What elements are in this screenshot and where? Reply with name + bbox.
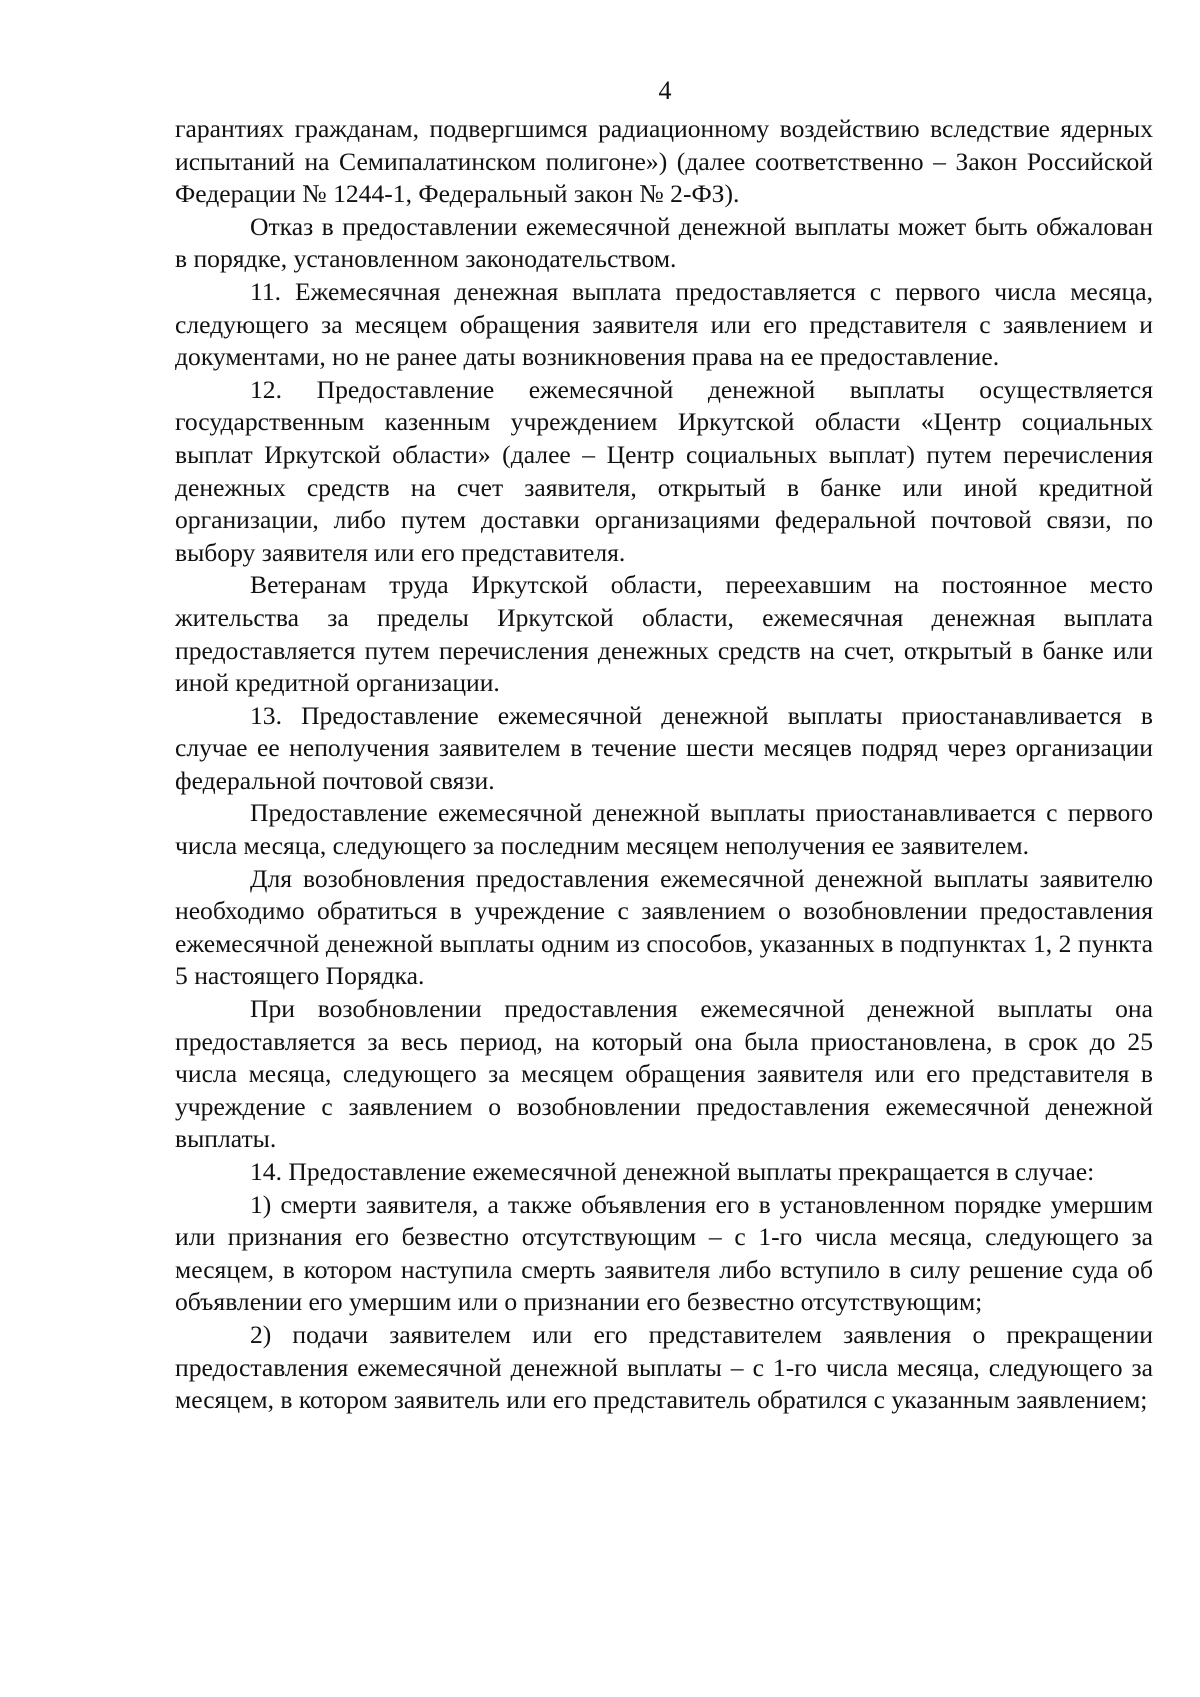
paragraph-item-13: 13. Предоставление ежемесячной денежной выплаты приостанавливается в случае ее неполучения заявителем в течение шести месяцев подряд через организации федеральной почтовой связи. [175,700,1153,795]
paragraph: При возобновлении предоставления ежемесячной денежной выплаты она предоставляется за весь период, на который она была приостановлена, в срок до 25 числа месяца, следующего за месяцем обращения заявителя или его представителя в учреждение с заявлением о возобновлении предоставления ежемесячной денежной выплаты. [175,994,1153,1154]
paragraph-continued: гарантиях гражданам, подвергшимся радиационному воздействию вследствие ядерных испытаний на Семипалатинском полигоне») (далее соответственно – Закон Российской Федерации № 1244-1, Федеральный закон № 2-ФЗ). [175,114,1153,209]
page-number: 4 [658,76,672,105]
paragraph: Предоставление ежемесячной денежной выплаты приостанавливается с первого числа месяца, следующего за последним месяцем неполучения ее заявителем. [175,798,1153,861]
paragraph: Для возобновления предоставления ежемесячной денежной выплаты заявителю необходимо обратиться в учреждение с заявлением о возобновлении предоставления ежемесячной денежной выплаты одним из способов, указанных в подпунктах 1, 2 пункта 5 настоящего Порядка. [175,863,1153,991]
paragraph: Отказ в предоставлении ежемесячной денежной выплаты может быть обжалован в порядке, установленном законодательством. [175,211,1153,274]
paragraph: Ветеранам труда Иркутской области, переехавшим на постоянное место жительства за пределы Иркутской области, ежемесячная денежная выплата предоставляется путем перечисления денежных средств на счет, открытый в банке или иной кредитной организации. [175,570,1153,698]
subitem-1: 1) смерти заявителя, а также объявления его в установленном порядке умершим или признания его безвестно отсутствующим – с 1-го числа месяца, следующего за месяцем, в котором наступила смерть заявителя либо вступило в силу решение суда об объявлении его умершим или о признании его безвестно отсутствующим; [175,1189,1153,1317]
paragraph-item-11: 11. Ежемесячная денежная выплата предоставляется с первого числа месяца, следующего за месяцем обращения заявителя или его представителя с заявлением и документами, но не ранее даты возникновения права на ее предоставление. [175,276,1153,372]
paragraph-item-12: 12. Предоставление ежемесячной денежной выплаты осуществляется государственным казенным учреждением Иркутской области «Центр социальных выплат Иркутской области» (далее – Центр социальных выплат) путем перечисления денежных средств на счет заявителя, открытый в банке или иной кредитной организации, либо путем доставки организациями федеральной почтовой связи, по выбору заявителя или его представителя. [175,374,1153,567]
document-body [175,113,1153,1417]
paragraph-item-14: 14. Предоставление ежемесячной денежной выплаты прекращается в случае: [250,1157,1095,1186]
subitem-2: 2) подачи заявителем или его представителем заявления о прекращении предоставления ежемесячной денежной выплаты – с 1-го числа месяца, следующего за месяцем, в котором заявитель или его представитель обратился с указанным заявлением; [175,1319,1153,1415]
